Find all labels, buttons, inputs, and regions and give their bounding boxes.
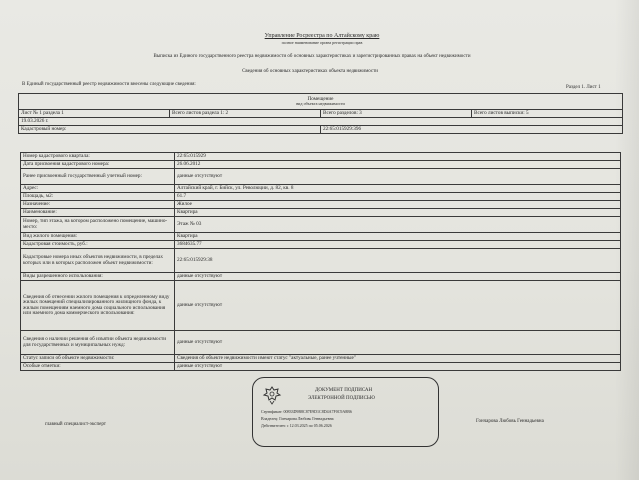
table-row	[21, 169, 621, 185]
row-label: Площадь, м2:	[21, 193, 175, 201]
row-label: Наименование:	[21, 209, 175, 217]
row-label: Кадастровая стоимость, руб.:	[21, 241, 175, 249]
cadastral-label: Кадастровый номер:	[19, 126, 321, 134]
row-label: Номер кадастрового квартала:	[21, 153, 175, 161]
row-label: Статус записи об объекте недвижимости:	[21, 355, 175, 363]
authority-name: Управление Росреестра по Алтайскому краю	[264, 33, 380, 39]
row-value: данные отсутствуют	[175, 331, 621, 355]
row-value: Этаж № 03	[175, 217, 621, 233]
row-value: 22:65:015929:38	[175, 249, 621, 273]
table-row	[21, 355, 621, 363]
row-value: Жилое	[175, 201, 621, 209]
table-row	[21, 153, 621, 161]
stamp-subtitle: ЭЛЕКТРОННОЙ ПОДПИСЬЮ	[308, 396, 375, 401]
total-sections: Всего разделов: 3	[321, 110, 472, 118]
stamp-validity: Действителен: с 12.03.2025 по 05.06.2026	[261, 423, 332, 428]
row-label: Виды разрешенного использования:	[21, 273, 175, 281]
section-title: Сведения об основных характеристиках объекта недвижимости	[242, 69, 378, 74]
table-row	[21, 193, 621, 201]
total-extract-sheets: Всего листов выписки: 5	[472, 110, 623, 118]
electronic-signature-stamp	[252, 377, 439, 447]
row-value: 61.7	[175, 193, 621, 201]
table-row	[21, 209, 621, 217]
row-value: данные отсутствуют	[175, 363, 621, 371]
row-label: Особые отметки:	[21, 363, 175, 371]
row-value: Квартира	[175, 233, 621, 241]
extract-date: 19.03.2026 г.	[19, 118, 623, 126]
row-label: Назначение:	[21, 201, 175, 209]
page-reference: Раздел 1. Лист 1	[566, 85, 601, 90]
signer-position: главный специалист-эксперт	[45, 422, 106, 427]
row-value: данные отсутствуют	[175, 273, 621, 281]
object-type-cell	[19, 94, 623, 110]
row-label: Адрес:	[21, 185, 175, 193]
characteristics-table	[20, 152, 621, 371]
authority-caption: полное наименование органа регистрации прав	[281, 40, 363, 45]
row-label: Номер, тип этажа, на котором расположено помещение, машино-место:	[21, 217, 175, 233]
row-value: данные отсутствуют	[175, 281, 621, 331]
row-label: Сведения о наличии решения об изъятии объекта недвижимости для государственных и муниципальных нужд:	[21, 331, 175, 355]
eagle-emblem-icon	[261, 384, 283, 406]
table-row	[21, 233, 621, 241]
table-row	[21, 185, 621, 193]
table-row	[21, 273, 621, 281]
table-row	[21, 249, 621, 273]
row-label: Ранее присвоенный государственный учетный номер:	[21, 169, 175, 185]
table-row	[21, 331, 621, 355]
signer-name: Гончарова Любовь Геннадьевна	[476, 419, 544, 424]
object-type-name: Помещение	[307, 95, 334, 102]
table-row	[21, 217, 621, 233]
table-row	[21, 161, 621, 169]
row-label: Вид жилого помещения:	[21, 233, 175, 241]
row-label: Кадастровые номера иных объектов недвижимости, в пределах которых или в которых расположен объект недвижимости:	[21, 249, 175, 273]
row-value: 22:65:015929	[175, 153, 621, 161]
sheet-number: Лист № 1 раздела 1	[19, 110, 170, 118]
row-value: Сведения об объекте недвижимости имеют статус "актуальные, ранее учтенные"	[175, 355, 621, 363]
stamp-owner: Владелец: Гончарова Любовь Геннадьевна	[261, 416, 334, 421]
row-value: 3684635.77	[175, 241, 621, 249]
row-label: Дата присвоения кадастрового номера:	[21, 161, 175, 169]
table-row	[21, 201, 621, 209]
row-value: Квартира	[175, 209, 621, 217]
stamp-title: ДОКУМЕНТ ПОДПИСАН	[315, 388, 373, 393]
row-value: данные отсутствуют	[175, 169, 621, 185]
object-type-caption: вид объекта недвижимости	[296, 101, 345, 107]
row-value: 26.06.2012	[175, 161, 621, 169]
row-value: Алтайский край, г. Бийск, ул. Революции, д. 82, кв. 8	[175, 185, 621, 193]
stamp-certificate: Сертификат: 00833D9B8C87E9D1C8D4A7F0C9A8B6	[261, 409, 352, 414]
intro-text: В Единый государственный реестр недвижимости внесены следующие сведения:	[22, 82, 196, 87]
total-sheets: Всего листов раздела 1: 2	[170, 110, 321, 118]
table-row	[21, 281, 621, 331]
extract-title: Выписка из Единого государственного реестра недвижимости об основных характеристиках и зарегистрированных правах на объект недвижимости	[153, 54, 471, 59]
table-row	[21, 363, 621, 371]
row-label: Сведения об отнесении жилого помещения к определенному виду жилых помещений специализированного жилищного фонда, к жилым помещениям наемного дома социального использования или наемного дома коммерческого использования:	[21, 281, 175, 331]
cadastral-value: 22:65:015929:396	[321, 126, 623, 134]
object-info-table	[18, 93, 623, 134]
table-row	[21, 241, 621, 249]
